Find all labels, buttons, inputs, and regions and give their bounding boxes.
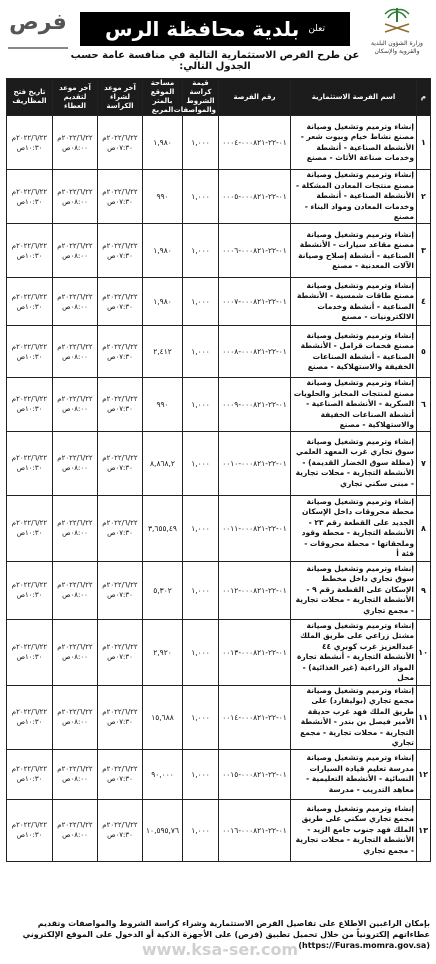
open-date: ٢٠٢٢/٦/٢٢م ١٠:٣٠ص	[7, 619, 53, 685]
table-body	[7, 116, 431, 862]
booklet-fee: ١,٠٠٠	[183, 561, 219, 619]
buy-deadline: ٢٠٢٢/٦/٢٢م ٠٧:٣٠ص	[98, 561, 143, 619]
table-row	[7, 685, 431, 749]
row-index: ٤	[417, 278, 431, 326]
open-date: ٢٠٢٢/٦/٢٢م ١٠:٣٠ص	[7, 799, 53, 861]
buy-deadline: ٢٠٢٢/٦/٢٢م ٠٧:٣٠ص	[98, 116, 143, 170]
buy-deadline: ٢٠٢٢/٦/٢٢م ٠٧:٣٠ص	[98, 170, 143, 224]
booklet-fee: ١,٠٠٠	[183, 495, 219, 561]
row-index: ٣	[417, 224, 431, 278]
open-date: ٢٠٢٢/٦/٢٢م ١٠:٣٠ص	[7, 278, 53, 326]
table-row	[7, 619, 431, 685]
announce-label: تعلن	[308, 24, 325, 34]
booklet-fee: ١,٠٠٠	[183, 619, 219, 685]
buy-deadline: ٢٠٢٢/٦/٢٢م ٠٧:٣٠ص	[98, 278, 143, 326]
opportunities-table	[6, 78, 431, 862]
buy-deadline: ٢٠٢٢/٦/٢٢م ٠٧:٣٠ص	[98, 749, 143, 799]
watermark: www.ksa-ser.com	[141, 940, 299, 959]
submit-deadline: ٢٠٢٢/٦/٢٢م ٠٨:٠٠ص	[53, 619, 98, 685]
site-area: ٣,٦٥٥,٤٩	[143, 495, 183, 561]
row-index: ١٠	[417, 619, 431, 685]
open-date: ٢٠٢٢/٦/٢٢م ١٠:٣٠ص	[7, 495, 53, 561]
opportunity-name: إنشاء وترميم وتشغيل وصيانة مدرسة تعليم قيادة السيارات النسائية - الأنشطة التعليمية - معاهد التدريب - مدرسة	[291, 749, 417, 799]
open-date: ٢٠٢٢/٦/٢٢م ١٠:٣٠ص	[7, 326, 53, 378]
site-area: ٢,٩٢٠	[143, 619, 183, 685]
ministry-logo	[362, 6, 432, 64]
opportunity-id: ٠١-٢٢-٠٠٠٨٢١-٠٠١٢	[219, 561, 291, 619]
site-area: ١,٩٨٠	[143, 278, 183, 326]
opportunity-name: إنشاء وترميم وتشغيل وصيانة محطة محروقات داخل الإسكان الجديد على القطعة رقم ٢٣ - الأنشطة التجارية - محطة وقود وملحقاتها - محطة محروقات - فئة أ	[291, 495, 417, 561]
open-date: ٢٠٢٢/٦/٢٢م ١٠:٣٠ص	[7, 749, 53, 799]
col-header-fee: قيمة كراسة الشروط والمواصفات	[183, 79, 219, 116]
row-index: ٩	[417, 561, 431, 619]
booklet-fee: ١,٠٠٠	[183, 378, 219, 432]
submit-deadline: ٢٠٢٢/٦/٢٢م ٠٨:٠٠ص	[53, 224, 98, 278]
opportunity-id: ٠١-٢٢-٠٠٠٨٢١-٠٠١٠	[219, 431, 291, 495]
submit-deadline: ٢٠٢٢/٦/٢٢م ٠٨:٠٠ص	[53, 326, 98, 378]
opportunity-name: إنشاء وترميم وتشغيل وصيانة سوق تجاري غرب المعهد العلمي (مظلة سوق الخضار القديمة) - الأنشطة التجارية - محلات تجارية - مبنى سكني تجاري	[291, 431, 417, 495]
table-row	[7, 116, 431, 170]
row-index: ١	[417, 116, 431, 170]
booklet-fee: ١,٠٠٠	[183, 278, 219, 326]
open-date: ٢٠٢٢/٦/٢٢م ١٠:٣٠ص	[7, 224, 53, 278]
col-header-name: اسم الفرصة الاستثمارية	[291, 79, 417, 116]
row-index: ٨	[417, 495, 431, 561]
submit-deadline: ٢٠٢٢/٦/٢٢م ٠٨:٠٠ص	[53, 799, 98, 861]
opportunity-id: ٠١-٢٢-٠٠٠٨٢١-٠٠٠٨	[219, 326, 291, 378]
open-date: ٢٠٢٢/٦/٢٢م ١٠:٣٠ص	[7, 685, 53, 749]
furas-logo	[4, 6, 72, 62]
booklet-fee: ١,٠٠٠	[183, 685, 219, 749]
opportunity-id: ٠١-٢٢-٠٠٠٨٢١-٠٠٠٤	[219, 116, 291, 170]
opportunity-name: إنشاء وترميم وتشغيل وصيانة مصنع مقاعد سيارات - الأنشطة الصناعية - أنشطة إصلاح وصيانة الآلات المعدنية - مصنع	[291, 224, 417, 278]
palm-swords-emblem-icon	[377, 6, 417, 36]
title-banner	[80, 12, 350, 46]
open-date: ٢٠٢٢/٦/٢٢م ١٠:٣٠ص	[7, 170, 53, 224]
site-area: ٥,٣٠٢	[143, 561, 183, 619]
table-row	[7, 561, 431, 619]
buy-deadline: ٢٠٢٢/٦/٢٢م ٠٧:٣٠ص	[98, 619, 143, 685]
open-date: ٢٠٢٢/٦/٢٢م ١٠:٣٠ص	[7, 378, 53, 432]
table-row	[7, 224, 431, 278]
opportunity-id: ٠١-٢٢-٠٠٠٨٢١-٠٠٠٥	[219, 170, 291, 224]
site-area: ٩٩٠	[143, 378, 183, 432]
row-index: ٥	[417, 326, 431, 378]
table-row	[7, 799, 431, 861]
booklet-fee: ١,٠٠٠	[183, 431, 219, 495]
site-area: ٢,٤١٢	[143, 326, 183, 378]
opportunity-id: ٠١-٢٢-٠٠٠٨٢١-٠٠٠٩	[219, 378, 291, 432]
opportunity-name: إنشاء وترميم وتشغيل وصيانة مصنع طاقات شمسية - الأنشطة الصناعية - أنشطة وخدمات الالكترونيات - مصنع	[291, 278, 417, 326]
furas-logo-text: فرص	[9, 10, 67, 35]
page-title: بلدية محافظة الرس	[105, 17, 300, 41]
table-row	[7, 378, 431, 432]
site-area: ٩٩٠	[143, 170, 183, 224]
row-index: ٦	[417, 378, 431, 432]
opportunity-name: إنشاء وترميم وتشغيل وصيانة مصنع منتجات المعادن المشكلة - الأنشطة الصناعية - أنشطة وخدمات المعادن ومواد البناء - مصنع	[291, 170, 417, 224]
row-index: ٢	[417, 170, 431, 224]
submit-deadline: ٢٠٢٢/٦/٢٢م ٠٨:٠٠ص	[53, 170, 98, 224]
table-row	[7, 495, 431, 561]
footer-note: بإمكان الراغبين الاطلاع على تفاصيل الفرص الاستثمارية وشراء كراسة الشروط والمواصفات وتقديم عطاءاتهم إلكترونياً من خلال تحميل تطبيق (فرص) على الأجهزة الذكية أو الدخول على الموقع الإلكتروني (https://Furas.momra.gov.sa)	[22, 919, 430, 950]
table-row	[7, 326, 431, 378]
table-header-row	[7, 79, 431, 116]
opportunity-name: إنشاء وترميم وتشغيل وصيانة مشتل زراعي على طريق الملك عبدالعزيز غرب كوبري ٤٤ الأنشطة التجارية - أنشطة تجارة المواد الزراعية (غير الغذائية) - محل	[291, 619, 417, 685]
opportunity-id: ٠١-٢٢-٠٠٠٨٢١-٠٠١٣	[219, 619, 291, 685]
submit-deadline: ٢٠٢٢/٦/٢٢م ٠٨:٠٠ص	[53, 561, 98, 619]
header	[0, 0, 436, 76]
opportunity-name: إنشاء وترميم وتشغيل وصيانة مجمع تجاري (بوليفارد) على طريق الملك فهد غرب حديقة الأمير فيصل بن بندر - الأنشطة التجارية - محلات تجارية - مجمع تجاري	[291, 685, 417, 749]
ministry-name: وزارة الشؤون البلدية والقروية والإسكان	[371, 40, 423, 55]
buy-deadline: ٢٠٢٢/٦/٢٢م ٠٧:٣٠ص	[98, 495, 143, 561]
opportunity-name: إنشاء وترميم وتشغيل وصيانة مصنع لمنتجات المخابز والحلويات السكرية - الأنشطة الصناعية - أنشطة الصناعات الخفيفة والاستهلاكية - مصنع	[291, 378, 417, 432]
row-index: ١٣	[417, 799, 431, 861]
booklet-fee: ١,٠٠٠	[183, 224, 219, 278]
opportunity-id: ٠١-٢٢-٠٠٠٨٢١-٠٠١٤	[219, 685, 291, 749]
col-header-index: م	[417, 79, 431, 116]
opportunity-id: ٠١-٢٢-٠٠٠٨٢١-٠٠٠٧	[219, 278, 291, 326]
site-area: ١٥,٦٨٨	[143, 685, 183, 749]
site-area: ٨,٨٦٨,٢	[143, 431, 183, 495]
site-area: ٩٠,٠٠٠	[143, 749, 183, 799]
opportunity-name: إنشاء وترميم وتشغيل وصيانة مصنع نشاط خيام وبيوت شعر - الأنشطة الصناعية - أنشطة وخدمات صناعة الأثاث - مصنع	[291, 116, 417, 170]
logo-underline-icon	[8, 45, 68, 51]
submit-deadline: ٢٠٢٢/٦/٢٢م ٠٨:٠٠ص	[53, 116, 98, 170]
site-area: ١٠,٥٩٥,٧٦	[143, 799, 183, 861]
submit-deadline: ٢٠٢٢/٦/٢٢م ٠٨:٠٠ص	[53, 685, 98, 749]
submit-deadline: ٢٠٢٢/٦/٢٢م ٠٨:٠٠ص	[53, 378, 98, 432]
buy-deadline: ٢٠٢٢/٦/٢٢م ٠٧:٣٠ص	[98, 431, 143, 495]
booklet-fee: ١,٠٠٠	[183, 749, 219, 799]
submit-deadline: ٢٠٢٢/٦/٢٢م ٠٨:٠٠ص	[53, 749, 98, 799]
col-header-area: مساحة الموقع بالمتر المربع	[143, 79, 183, 116]
booklet-fee: ١,٠٠٠	[183, 116, 219, 170]
buy-deadline: ٢٠٢٢/٦/٢٢م ٠٧:٣٠ص	[98, 799, 143, 861]
page-subtitle: عن طرح الفرص الاستثمارية التالية في منافسة عامة حسب الجدول التالي:	[70, 50, 360, 72]
col-header-buy-deadline: آخر موعد لشراء الكراسة	[98, 79, 143, 116]
col-header-id: رقم الفرصة	[219, 79, 291, 116]
opportunity-id: ٠١-٢٢-٠٠٠٨٢١-٠٠١١	[219, 495, 291, 561]
open-date: ٢٠٢٢/٦/٢٢م ١٠:٣٠ص	[7, 116, 53, 170]
table-row	[7, 170, 431, 224]
buy-deadline: ٢٠٢٢/٦/٢٢م ٠٧:٣٠ص	[98, 224, 143, 278]
col-header-open-date: تاريخ فتح المظاريف	[7, 79, 53, 116]
submit-deadline: ٢٠٢٢/٦/٢٢م ٠٨:٠٠ص	[53, 431, 98, 495]
booklet-fee: ١,٠٠٠	[183, 170, 219, 224]
col-header-submit-deadline: آخر موعد لتقديم العطاء	[53, 79, 98, 116]
buy-deadline: ٢٠٢٢/٦/٢٢م ٠٧:٣٠ص	[98, 326, 143, 378]
buy-deadline: ٢٠٢٢/٦/٢٢م ٠٧:٣٠ص	[98, 378, 143, 432]
table-row	[7, 278, 431, 326]
open-date: ٢٠٢٢/٦/٢٢م ١٠:٣٠ص	[7, 431, 53, 495]
site-area: ١,٩٨٠	[143, 224, 183, 278]
row-index: ١١	[417, 685, 431, 749]
opportunity-id: ٠١-٢٢-٠٠٠٨٢١-٠٠٠٦	[219, 224, 291, 278]
buy-deadline: ٢٠٢٢/٦/٢٢م ٠٧:٣٠ص	[98, 685, 143, 749]
booklet-fee: ١,٠٠٠	[183, 326, 219, 378]
row-index: ١٢	[417, 749, 431, 799]
opportunity-name: إنشاء وترميم وتشغيل وصيانة سوق تجاري داخل مخطط الإسكان على القطعة رقم ٩ - الأنشطة التجارية - محلات تجارية - مجمع تجاري	[291, 561, 417, 619]
submit-deadline: ٢٠٢٢/٦/٢٢م ٠٨:٠٠ص	[53, 278, 98, 326]
opportunity-id: ٠١-٢٢-٠٠٠٨٢١-٠٠١٥	[219, 749, 291, 799]
submit-deadline: ٢٠٢٢/٦/٢٢م ٠٨:٠٠ص	[53, 495, 98, 561]
site-area: ١,٩٨٠	[143, 116, 183, 170]
row-index: ٧	[417, 431, 431, 495]
booklet-fee: ١,٠٠٠	[183, 799, 219, 861]
open-date: ٢٠٢٢/٦/٢٢م ١٠:٣٠ص	[7, 561, 53, 619]
opportunity-name: إنشاء وترميم وتشغيل وصيانة مصنع فحمات قرامل - الأنشطة الصناعية - أنشطة الصناعات الخفيفة والاستهلاكية - مصنع	[291, 326, 417, 378]
table-row	[7, 749, 431, 799]
table-row	[7, 431, 431, 495]
opportunity-name: إنشاء وترميم وتشغيل وصيانة مجمع تجاري سكني على طريق الملك فهد جنوب جامع الزيد - الأنشطة التجارية - محلات تجارية - مجمع تجاري	[291, 799, 417, 861]
opportunity-id: ٠١-٢٢-٠٠٠٨٢١-٠٠١٦	[219, 799, 291, 861]
